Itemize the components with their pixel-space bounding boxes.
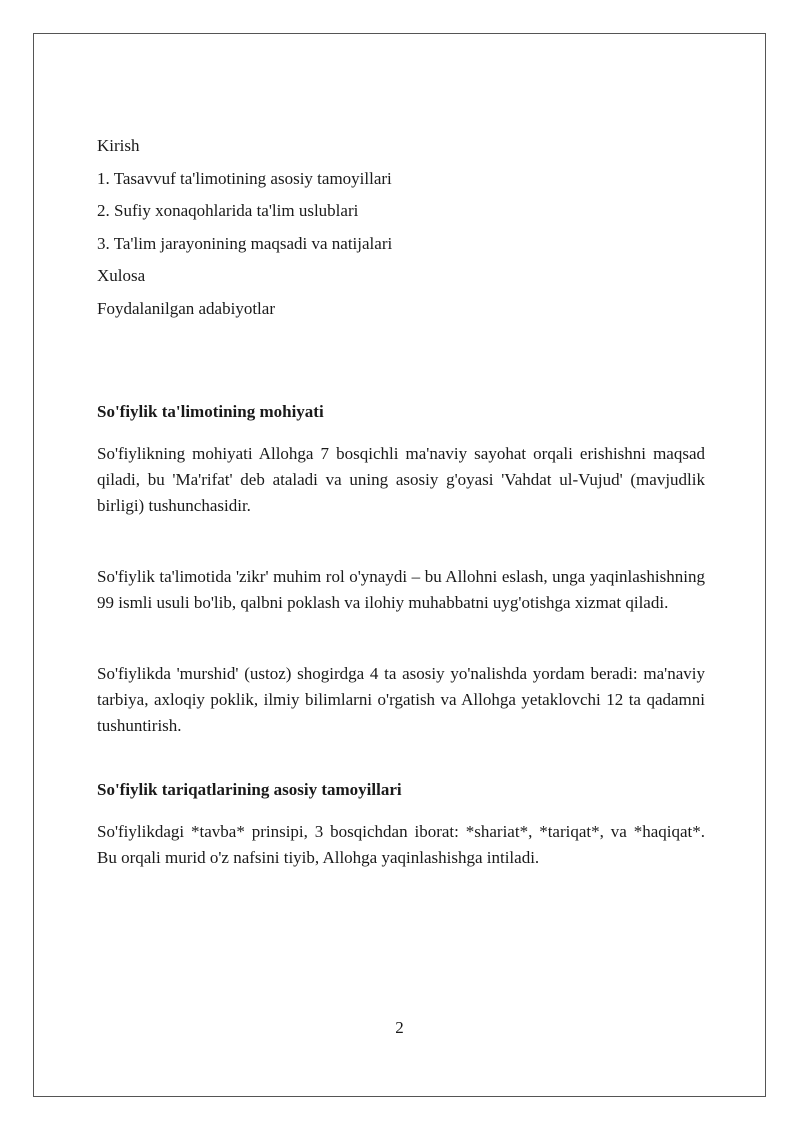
toc-item-chapter-3: 3. Ta'lim jarayonining maqsadi va natijalari <box>97 233 393 253</box>
paragraph: So'fiylikda 'murshid' (ustoz) shogirdga 4 ta asosiy yo'nalishda yordam beradi: ma'naviy tarbiya, axloqiy poklik, ilmiy bilimlarni o'rgatish va Allohga yetaklovchi 12 ta qadamni tushuntirish. <box>97 663 705 735</box>
paragraph: So'fiylik ta'limotida 'zikr' muhim rol o'ynaydi – bu Allohni eslash, unga yaqinlashishning 99 ismli usuli bo'lib, qalbni poklash va ilohiy muhabbatni uyg'otishga xizmat qiladi. <box>97 566 705 612</box>
toc-item-chapter-2: 2. Sufiy xonaqohlarida ta'lim uslublari <box>97 201 359 221</box>
toc-item-references: Foydalanilgan adabiyotlar <box>97 298 275 318</box>
table-of-contents <box>97 130 705 326</box>
document-page <box>33 33 766 1097</box>
paragraph: So'fiylikdagi *tavba* prinsipi, 3 bosqichdan iborat: *shariat*, *tariqat*, va *haqiqat*. Bu orqali murid o'z nafsini tiyib, Allohga yaqinlashishga intiladi. <box>97 821 705 867</box>
page-content <box>97 130 705 871</box>
toc-item-introduction: Kirish <box>97 136 140 155</box>
section-heading: So'fiylik tariqatlarining asosiy tamoyillari <box>97 779 402 799</box>
paragraph: So'fiylikning mohiyati Allohga 7 bosqichli ma'naviy sayohat orqali erishishni maqsad qiladi, bu 'Ma'rifat' deb ataladi va uning asosiy g'oyasi 'Vahdat ul-Vujud' (mavjudlik birligi) tushunchasidir. <box>97 443 705 515</box>
section-heading: So'fiylik ta'limotining mohiyati <box>97 401 324 421</box>
toc-item-conclusion: Xulosa <box>97 266 146 286</box>
toc-item-chapter-1: 1. Tasavvuf ta'limotining asosiy tamoyillari <box>97 168 392 188</box>
page-number: 2 <box>395 1018 404 1037</box>
